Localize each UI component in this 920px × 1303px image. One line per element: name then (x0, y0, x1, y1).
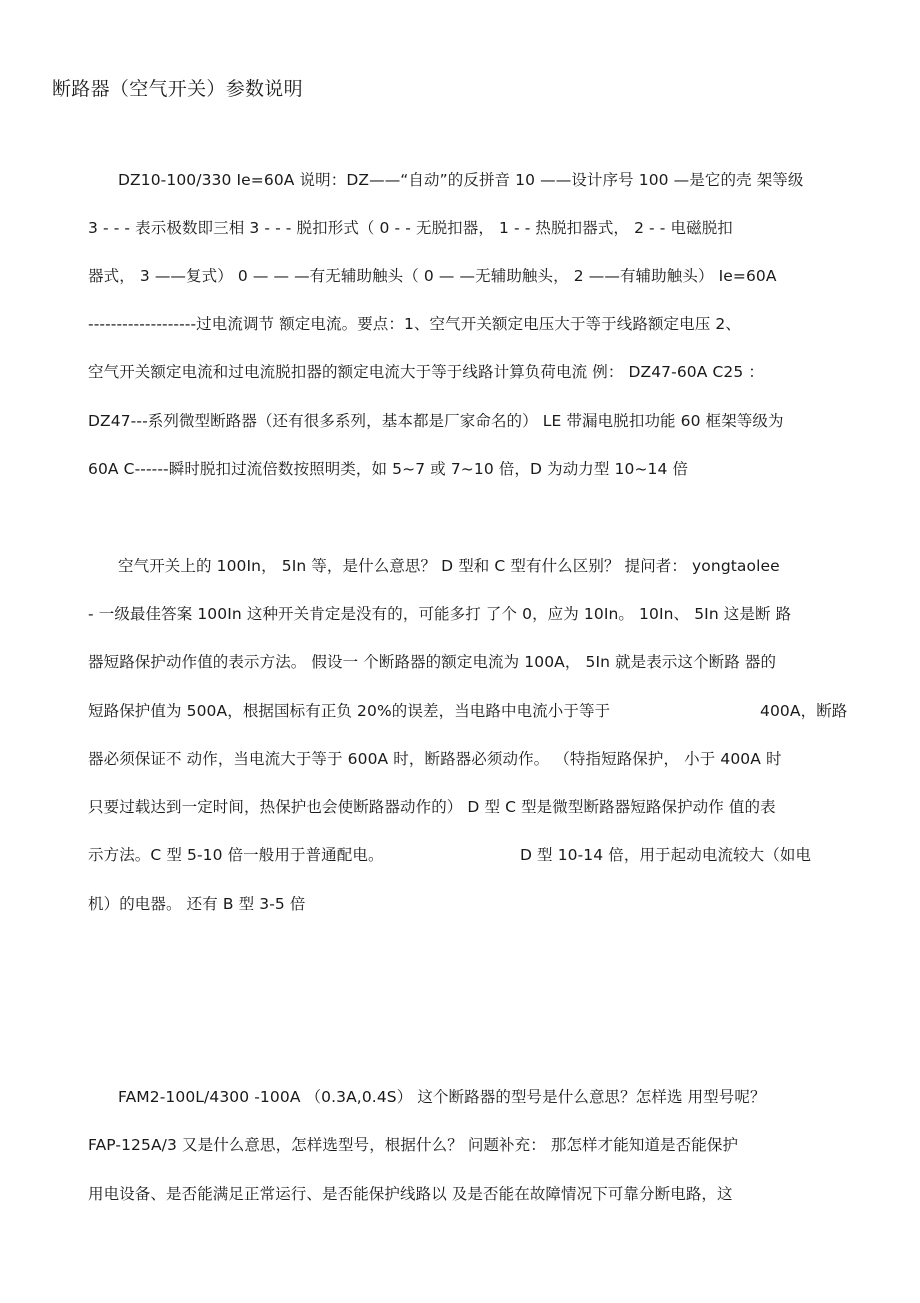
paragraph-line: 60A C------瞬时脱扣过流倍数按照明类，如 5~7 或 7~10 倍，D 为动力型 10~14 倍 (88, 460, 689, 478)
paragraph-line: 器必须保证不 动作，当电流大于等于 600A 时，断路器必须动作。 （特指短路保护， 小于 400A 时 (88, 750, 782, 768)
paragraph-line: 短路保护值为 500A，根据国标有正负 20%的误差，当电路中电流小于等于 (88, 702, 611, 720)
paragraph-line-right: 400A，断路 (760, 702, 848, 720)
paragraph-line: 器短路保护动作值的表示方法。 假设一 个断路器的额定电流为 100A， 5In 就是表示这个断路 器的 (88, 653, 777, 671)
paragraph-line: FAM2-100L/4300 -100A （0.3A,0.4S） 这个断路器的型号是什么意思？怎样选 用型号呢？ (118, 1088, 766, 1106)
paragraph-line: - 一级最佳答案 100In 这种开关肯定是没有的，可能多打 了个 0，应为 10In。 10In、 5In 这是断 路 (88, 605, 792, 623)
paragraph-line: 只要过载达到一定时间，热保护也会使断路器动作的） D 型 C 型是微型断路器短路保护动作 值的表 (88, 798, 776, 816)
paragraph-line: FAP-125A/3 又是什么意思，怎样选型号，根据什么？ 问题补充： 那怎样才能知道是否能保护 (88, 1136, 739, 1154)
paragraph-line: 空气开关额定电流和过电流脱扣器的额定电流大于等于线路计算负荷电流 例： DZ47-60A C25 ： (88, 363, 764, 381)
page-title: 断路器（空气开关）参数说明 (52, 78, 303, 100)
paragraph-line: 空气开关上的 100In， 5In 等，是什么意思？ D 型和 C 型有什么区别？ 提问者： yongtaolee (118, 557, 780, 575)
paragraph-line-right: D 型 10-14 倍，用于起动电流较大（如电 (520, 846, 812, 864)
paragraph-line: 器式， 3 ——复式） 0 — — —有无辅助触头（ 0 — —无辅助触头， 2 ——有辅助触头） Ie=60A (88, 267, 777, 285)
paragraph-line: 机）的电器。 还有 B 型 3-5 倍 (88, 895, 306, 913)
paragraph-line: DZ47---系列微型断路器（还有很多系列，基本都是厂家命名的） LE 带漏电脱扣功能 60 框架等级为 (88, 412, 784, 430)
paragraph-line: DZ10-100/330 Ie=60A 说明：DZ——“自动”的反拼音 10 ——设计序号 100 —是它的壳 架等级 (118, 171, 804, 189)
paragraph-line: 示方法。C 型 5-10 倍一般用于普通配电。 (88, 846, 384, 864)
paragraph-line: -------------------过电流调节 额定电流。要点：1、空气开关额定电压大于等于线路额定电压 2、 (88, 315, 741, 333)
paragraph-line: 3 - - - 表示极数即三相 3 - - - 脱扣形式（ 0 - - 无脱扣器， 1 - - 热脱扣器式， 2 - - 电磁脱扣 (88, 219, 733, 237)
paragraph-line: 用电设备、是否能满足正常运行、是否能保护线路以 及是否能在故障情况下可靠分断电路，这 (88, 1185, 733, 1203)
